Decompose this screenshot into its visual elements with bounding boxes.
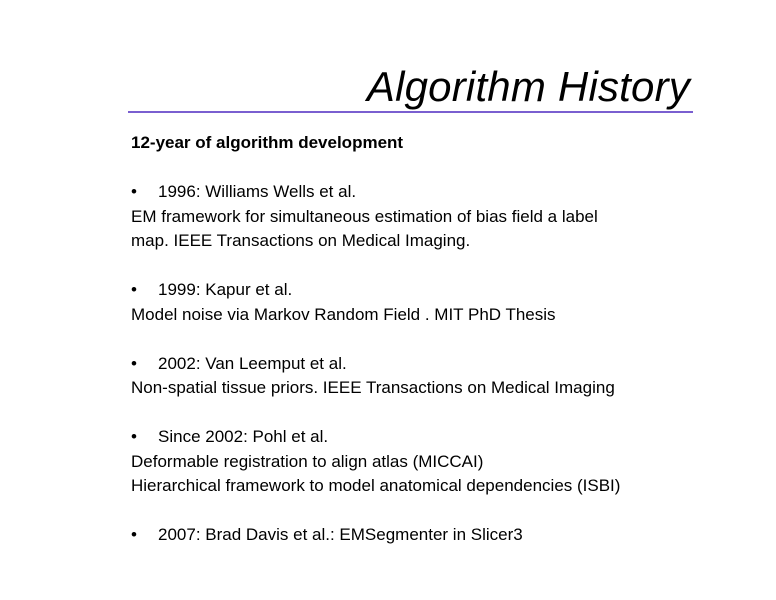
bullet-icon: • (131, 525, 137, 544)
entry-line: map. IEEE Transactions on Medical Imaging. (131, 231, 471, 250)
slide-content (131, 131, 711, 548)
slide-subtitle: 12-year of algorithm development (131, 133, 404, 152)
entry-line: Hierarchical framework to model anatomical dependencies (ISBI) (131, 476, 621, 495)
spacer (131, 327, 711, 352)
entry-line: Deformable registration to align atlas (MICCAI) (131, 451, 484, 471)
spacer (131, 401, 711, 426)
bullet-icon: • (131, 182, 137, 201)
slide-title: Algorithm History (366, 63, 690, 110)
entry-heading-text: 1996: Williams Wells et al. (158, 182, 357, 201)
entry-heading-text: 1999: Kapur et al. (158, 280, 293, 299)
entry-line: Model noise via Markov Random Field . MIT PhD Thesis (131, 304, 556, 324)
bullet-icon: • (131, 427, 137, 446)
entry-line: Non-spatial tissue priors. IEEE Transactions on Medical Imaging (131, 378, 615, 397)
title-underline-rule (128, 111, 693, 113)
entry-heading-since-2002 (131, 425, 711, 450)
entry-line: EM framework for simultaneous estimation of bias field a label (131, 206, 598, 226)
entry-heading-2002 (131, 352, 711, 377)
entry-heading-text: 2007: Brad Davis et al.: EMSegmenter in Slicer3 (158, 525, 523, 544)
entry-heading-2007 (131, 523, 711, 548)
spacer (131, 499, 711, 524)
entry-heading-text: 2002: Van Leemput et al. (158, 353, 347, 373)
bullet-icon: • (131, 280, 137, 299)
spacer (131, 254, 711, 279)
entry-heading-1996 (131, 180, 711, 205)
spacer (131, 156, 711, 181)
bullet-icon: • (131, 353, 137, 373)
entry-heading-1999 (131, 278, 711, 303)
entry-heading-text: Since 2002: Pohl et al. (158, 427, 329, 446)
